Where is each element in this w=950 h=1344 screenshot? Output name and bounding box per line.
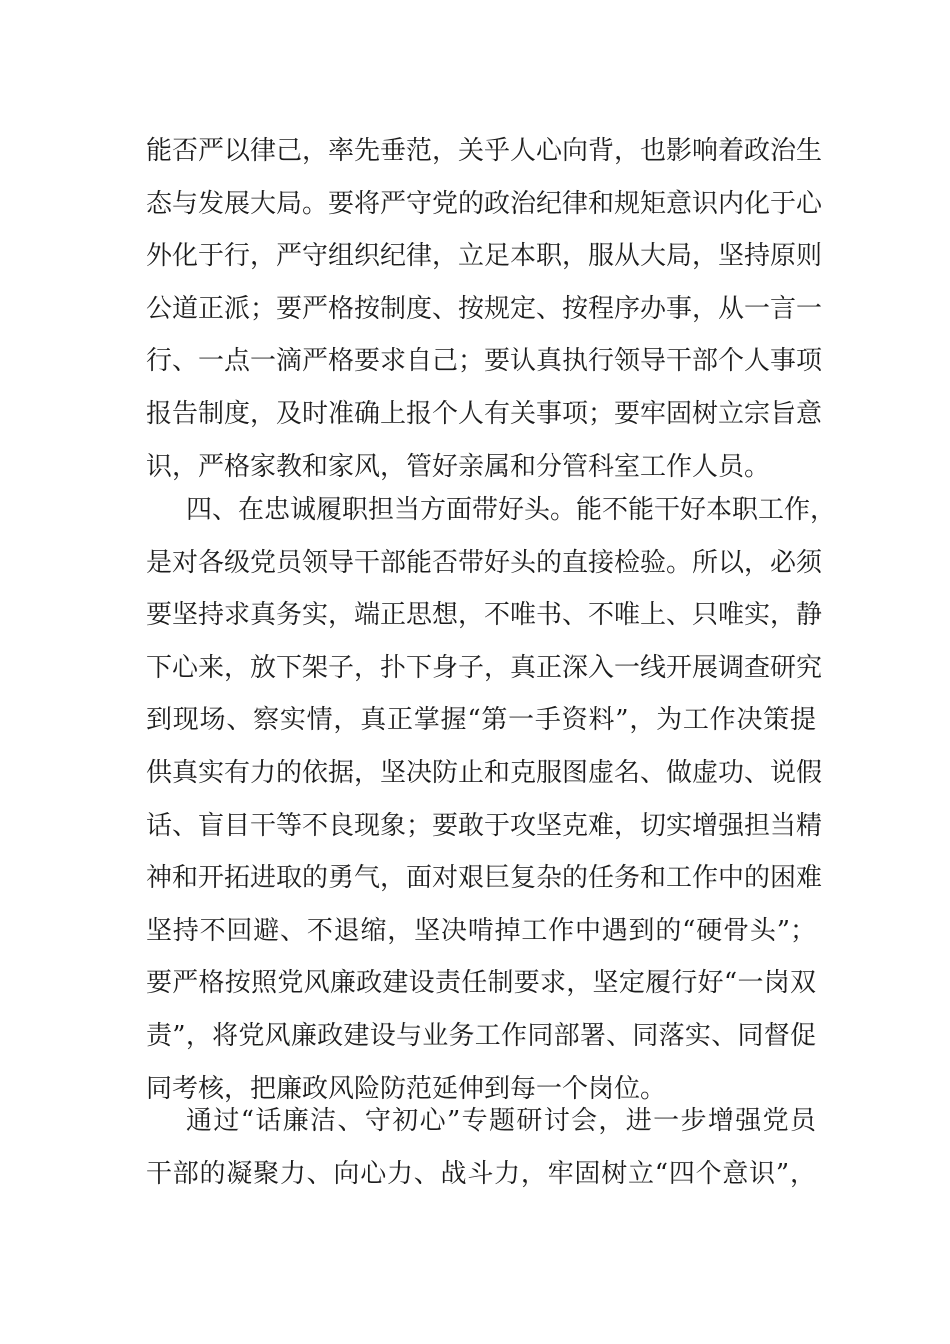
text-line: 报告制度，及时准确上报个人有关事项；要牢固树立宗旨意 <box>146 398 823 429</box>
text-line: 话、盲目干等不良现象；要敢于攻坚克难，切实增强担当精 <box>146 810 823 841</box>
text-line: 识，严格家教和家风，管好亲属和分管科室工作人员。 <box>146 451 771 482</box>
text-line: 四、在忠诚履职担当方面带好头。能不能干好本职工作， <box>186 495 837 525</box>
text-line: 干部的凝聚力、向心力、战斗力，牢固树立“四个意识”， <box>146 1158 816 1189</box>
text-line: 能否严以律己，率先垂范，关乎人心向背，也影响着政治生 <box>146 136 823 166</box>
text-line: 下心来，放下架子，扑下身子，真正深入一线开展调查研究 <box>146 652 823 683</box>
text-line: 要坚持求真务实，端正思想，不唯书、不唯上、只唯实，静 <box>146 600 823 631</box>
text-line: 公道正派；要严格按制度、按规定、按程序办事，从一言一 <box>146 293 823 324</box>
text-line: 行、一点一滴严格要求自己；要认真执行领导干部个人事项 <box>146 346 823 377</box>
text-line: 供真实有力的依据，坚决防止和克服图虚名、做虚功、说假 <box>146 757 823 788</box>
paragraph-3 <box>146 1095 816 1200</box>
text-line: 坚持不回避、不退缩，坚决啃掉工作中遇到的“硬骨头”； <box>146 915 816 946</box>
paragraph-2 <box>146 484 837 1115</box>
text-line: 要严格按照党风廉政建设责任制要求，坚定履行好“一岗双 <box>146 968 816 999</box>
text-line: 通过“话廉洁、守初心”专题研讨会，进一步增强党员 <box>186 1106 816 1136</box>
text-line: 是对各级党员领导干部能否带好头的直接检验。所以，必须 <box>146 547 823 578</box>
text-line: 态与发展大局。要将严守党的政治纪律和规矩意识内化于心 <box>146 188 823 219</box>
paragraph-1 <box>146 125 823 493</box>
text-line: 神和开拓进取的勇气，面对艰巨复杂的任务和工作中的困难 <box>146 863 823 894</box>
text-line: 到现场、察实情，真正掌握“第一手资料”，为工作决策提 <box>146 705 816 736</box>
text-line: 外化于行，严守组织纪律，立足本职，服从大局，坚持原则 <box>146 241 823 272</box>
text-line: 责”，将党风廉政建设与业务工作同部署、同落实、同督促 <box>146 1020 816 1051</box>
text-line: 同考核，把廉政风险防范延伸到每一个岗位。 <box>146 1073 667 1104</box>
